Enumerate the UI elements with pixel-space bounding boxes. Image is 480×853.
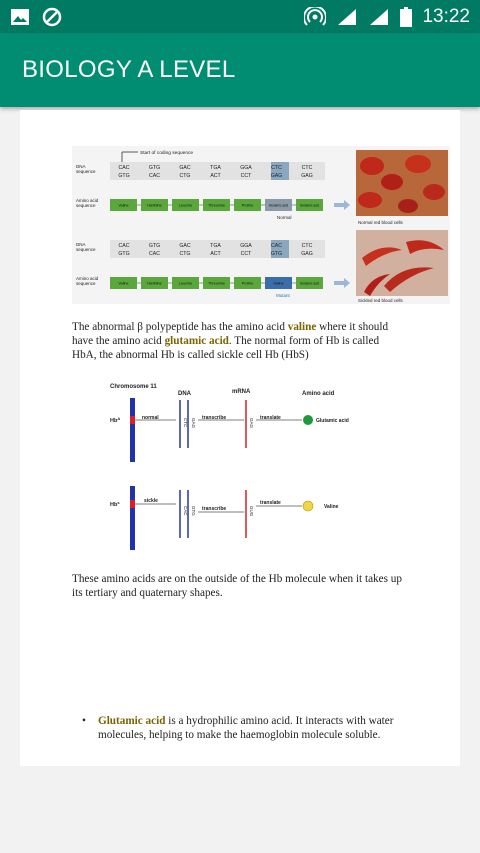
amino-label: Glutamic acid [299,281,320,286]
svg-text:Amino acid: Amino acid [76,276,99,281]
valine-highlight: valine [287,321,317,333]
amino-label: Leucine [178,203,193,208]
dna-column-label: DNA [178,391,191,397]
signal-icon [336,8,358,26]
dna-codon: ACT [210,251,221,257]
sickle-label: sickle [144,498,158,504]
svg-text:sequence: sequence [76,203,96,208]
dna-codon: GTG [148,165,161,171]
app-title: BIOLOGY A LEVEL [22,56,236,83]
mrna-codon-s: GUG [249,506,254,517]
amino-label: Valine [118,203,129,208]
dna-codon: GAG [301,251,313,257]
start-label: Start of coding sequence [140,151,194,156]
svg-text:DNA: DNA [76,164,86,169]
app-bar [0,33,480,107]
valine-label: Valine [324,504,339,510]
svg-text:DNA: DNA [76,242,86,247]
amino-label: Glutamic acid [268,203,289,208]
amino-label: Glutamic acid [299,203,320,208]
dna-codon: GTG [270,251,283,257]
svg-text:sequence: sequence [76,247,96,252]
glutamic-acid-dot [303,415,313,425]
dna-codon: CTC [301,165,313,171]
mutant-tag: Mutant [276,293,290,298]
glutamic-term: Glutamic acid [98,715,166,727]
dna-codon-s-right: GTG [191,506,196,516]
dna-codon: TGA [210,165,221,171]
blocked-icon [42,7,62,27]
normal-tag: Normal [277,215,292,220]
signal2-icon [368,8,390,26]
battery-icon [400,7,412,27]
transcription-translation-diagram [68,382,398,552]
dna-codon: GGA [240,165,252,171]
image-icon [10,8,30,26]
amino-label: Proline [241,281,254,286]
amino-label: Threonine [207,281,226,286]
document-page[interactable] [20,110,460,766]
dna-codon: GTG [148,243,161,249]
hotspot-icon [304,7,326,27]
mrna-codon-a: GAG [249,418,254,429]
dna-codon: GAG [301,173,313,179]
dna-codon: CTG [179,251,191,257]
mrna-column-label: mRNA [232,389,251,395]
normal-label: normal [142,415,159,421]
dna-codon: CCT [240,251,252,257]
chromosome-bar-a [130,398,135,462]
status-bar [0,0,480,33]
amino-label: Histidine [147,281,162,286]
paragraph-amino-position: These amino acids are on the outside of the Hb molecule when it takes up its tertiary and quaternary shapes. [72,573,402,599]
sickled-photo-caption: Sickled red blood cells [358,298,403,303]
glutamic-highlight: glutamic acid [164,335,229,347]
dna-codon: CAC [118,165,130,171]
dna-codon: CCT [240,173,252,179]
amino-label: Valine [273,281,284,286]
dna-codon: GAC [179,243,191,249]
chromosome-label: Chromosome 11 [110,384,157,390]
dna-codon-s-left: CAC [183,506,188,516]
transcribe-label-s: transcribe [202,506,227,512]
hbs-label: Hb$^s$ [110,500,120,508]
amino-label: Threonine [207,203,226,208]
normal-photo-caption: Normal red blood cells [358,220,403,225]
mutant-amino-sequence [110,277,323,289]
chromosome-bar-s [130,486,135,550]
hba-label: $Hb^A$ [110,416,121,424]
dna-codon: CTC [301,243,313,249]
dna-codon-a-left: CTC [183,418,188,428]
amino-label: Leucine [178,281,193,286]
amino-column-label: Amino acid [302,391,335,397]
clock: 13:22 [422,5,470,27]
valine-dot [303,501,313,511]
dna-codon: CTG [179,173,191,179]
paragraph-hb-forms: The abnormal β polypeptide has the amino acid valine where it should have the amino acid glutamic acid. The normal form of Hb is called HbA, the abnormal Hb is called sickle cell Hb (HbS) [72,321,389,361]
dna-codon: ACT [210,173,221,179]
dna-codon: GAC [179,165,191,171]
bullet-dot: • [82,715,86,727]
dna-codon: GTG [118,251,130,257]
dna-codon: CAC [271,243,282,249]
transcribe-label-a: transcribe [202,415,227,421]
dna-codon: TGA [210,243,221,249]
dna-codon: GGA [240,243,252,249]
translate-label-a: translate [260,415,281,421]
glutamic-acid-label: Glutamic acid [316,418,349,424]
bullet-glutamic-acid: • Glutamic acid is a hydrophilic amino acid. It interacts with water molecules, helping to make the haemoglobin molecule soluble. [82,715,394,741]
dna-codon: CAC [149,173,160,179]
amino-label: Valine [118,281,129,286]
svg-text:sequence: sequence [76,169,96,174]
dna-codon: CTC [271,165,282,171]
amino-label: Histidine [147,203,162,208]
translate-label-s: translate [260,500,281,506]
amino-label: Proline [241,203,254,208]
dna-codon: CAC [118,243,130,249]
dna-codon: GTG [118,173,130,179]
sickle-cell-sequence-figure [72,146,450,304]
dna-codon: CAC [149,251,160,257]
normal-amino-sequence [110,199,323,211]
dna-codon: GAG [270,173,283,179]
svg-text:sequence: sequence [76,281,96,286]
svg-text:Amino acid: Amino acid [76,198,99,203]
dna-codon-a-right: GAG [191,418,196,429]
